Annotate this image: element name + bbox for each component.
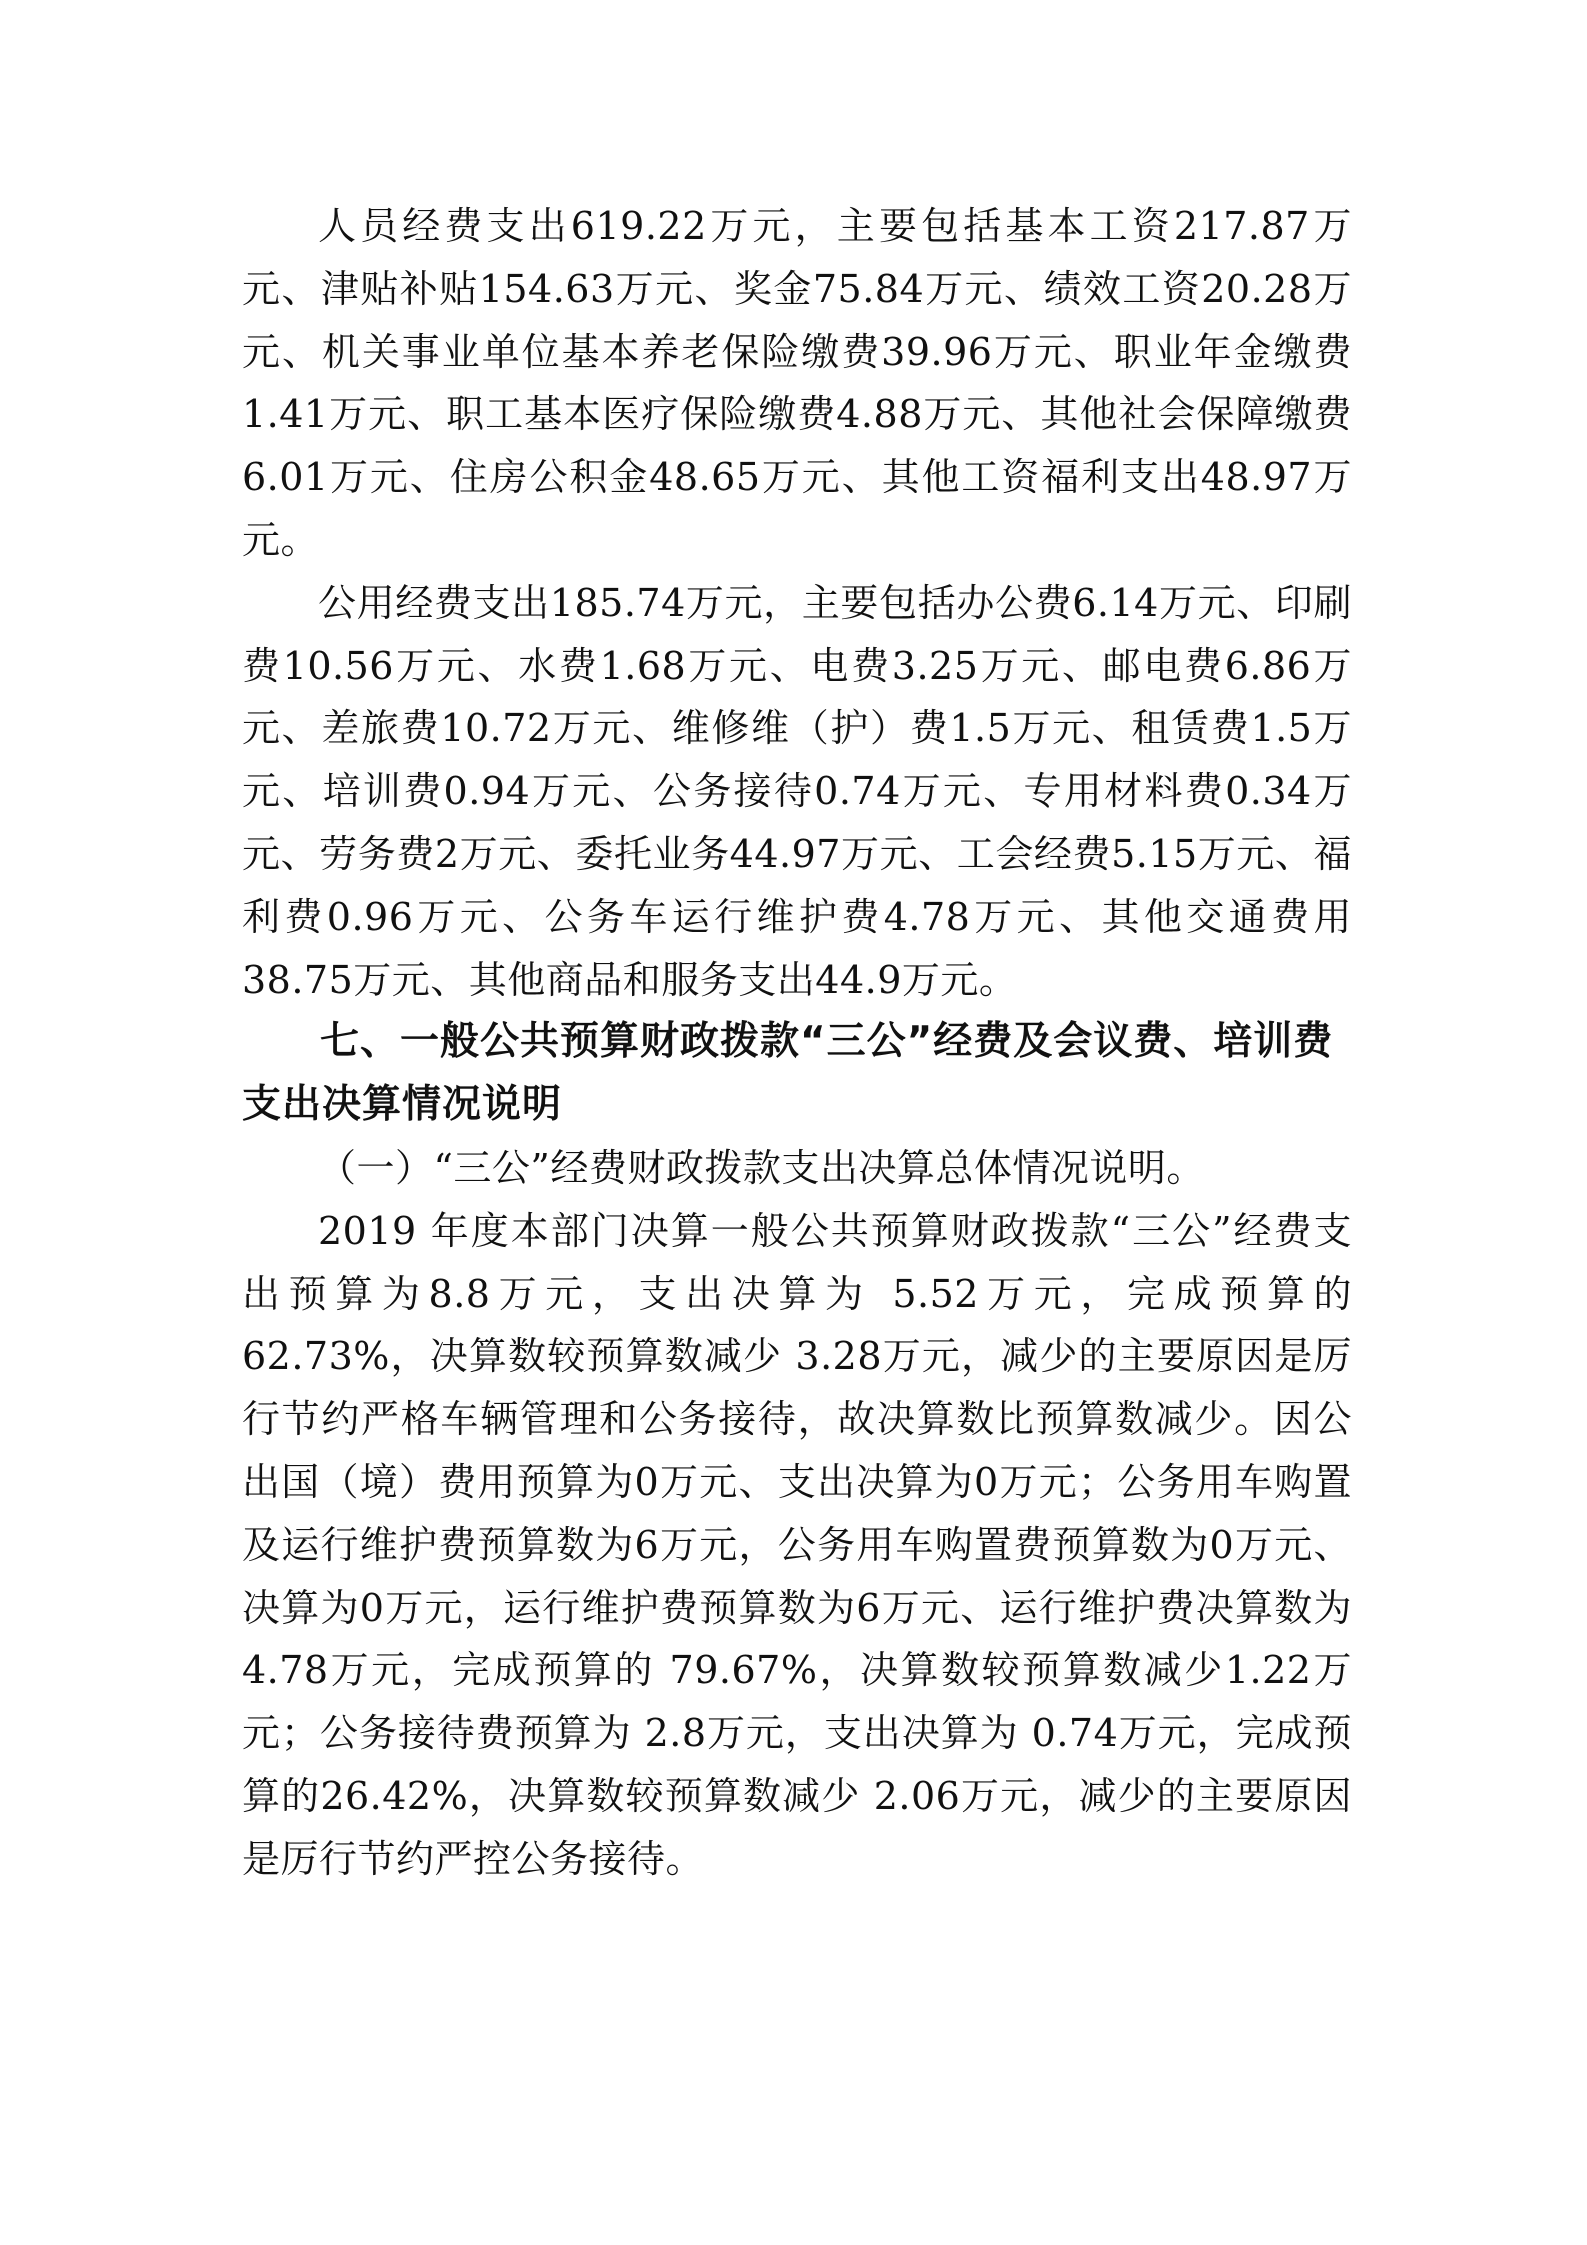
section-heading: 七、一般公共预算财政拨款“三公”经费及会议费、培训费支出决算情况说明 (242, 1019, 1334, 1128)
public-expense-paragraph: 公用经费支出185.74万元，主要包括办公费6.14万元、印刷费10.56万元、水费1.68万元、电费3.25万元、邮电费6.86万元、差旅费10.72万元、维修维（护）费1.5万元、租赁费1.5万元、培训费0.94万元、公务接待0.74万元、专用材料费0.34万元、劳务费2万元、委托业务44.97万元、工会经费5.15万元、福利费0.96万元、公务车运行维护费4.78万元、其他交通费用38.75万元、其他商品和服务支出44.9万元。 (242, 580, 1352, 1002)
three-public-expense-paragraph: 2019 年度本部门决算一般公共预算财政拨款“三公”经费支出预算为8.8万元，支出决算为 5.52万元，完成预算的62.73%，决算数较预算数减少 3.28万元，减少的主要原因是厉行节约严格车辆管理和公务接待，故决算数比预算数减少。因公出国（境）费用预算为0万元、支出决算为0万元；公务用车购置及运行维护费预算数为6万元，公务用车购置费预算数为0万元、决算为0万元，运行维护费预算数为6万元、运行维护费决算数为4.78万元，完成预算的 79.67%，决算数较预算数减少1.22万元；公务接待费预算为 2.8万元，支出决算为 0.74万元，完成预算的26.42%，决算数较预算数减少 2.06万元，减少的主要原因是厉行节约严控公务接待。 (242, 1208, 1352, 1881)
personnel-expense-paragraph: 人员经费支出619.22万元，主要包括基本工资217.87万元、津贴补贴154.63万元、奖金75.84万元、绩效工资20.28万元、机关事业单位基本养老保险缴费39.96万元、职业年金缴费1.41万元、职工基本医疗保险缴费4.88万元、其他社会保障缴费6.01万元、住房公积金48.65万元、其他工资福利支出48.97万元。 (242, 204, 1352, 562)
document-body (242, 195, 1352, 1891)
subsection-heading: （一）“三公”经费财政拨款支出决算总体情况说明。 (318, 1145, 1205, 1190)
